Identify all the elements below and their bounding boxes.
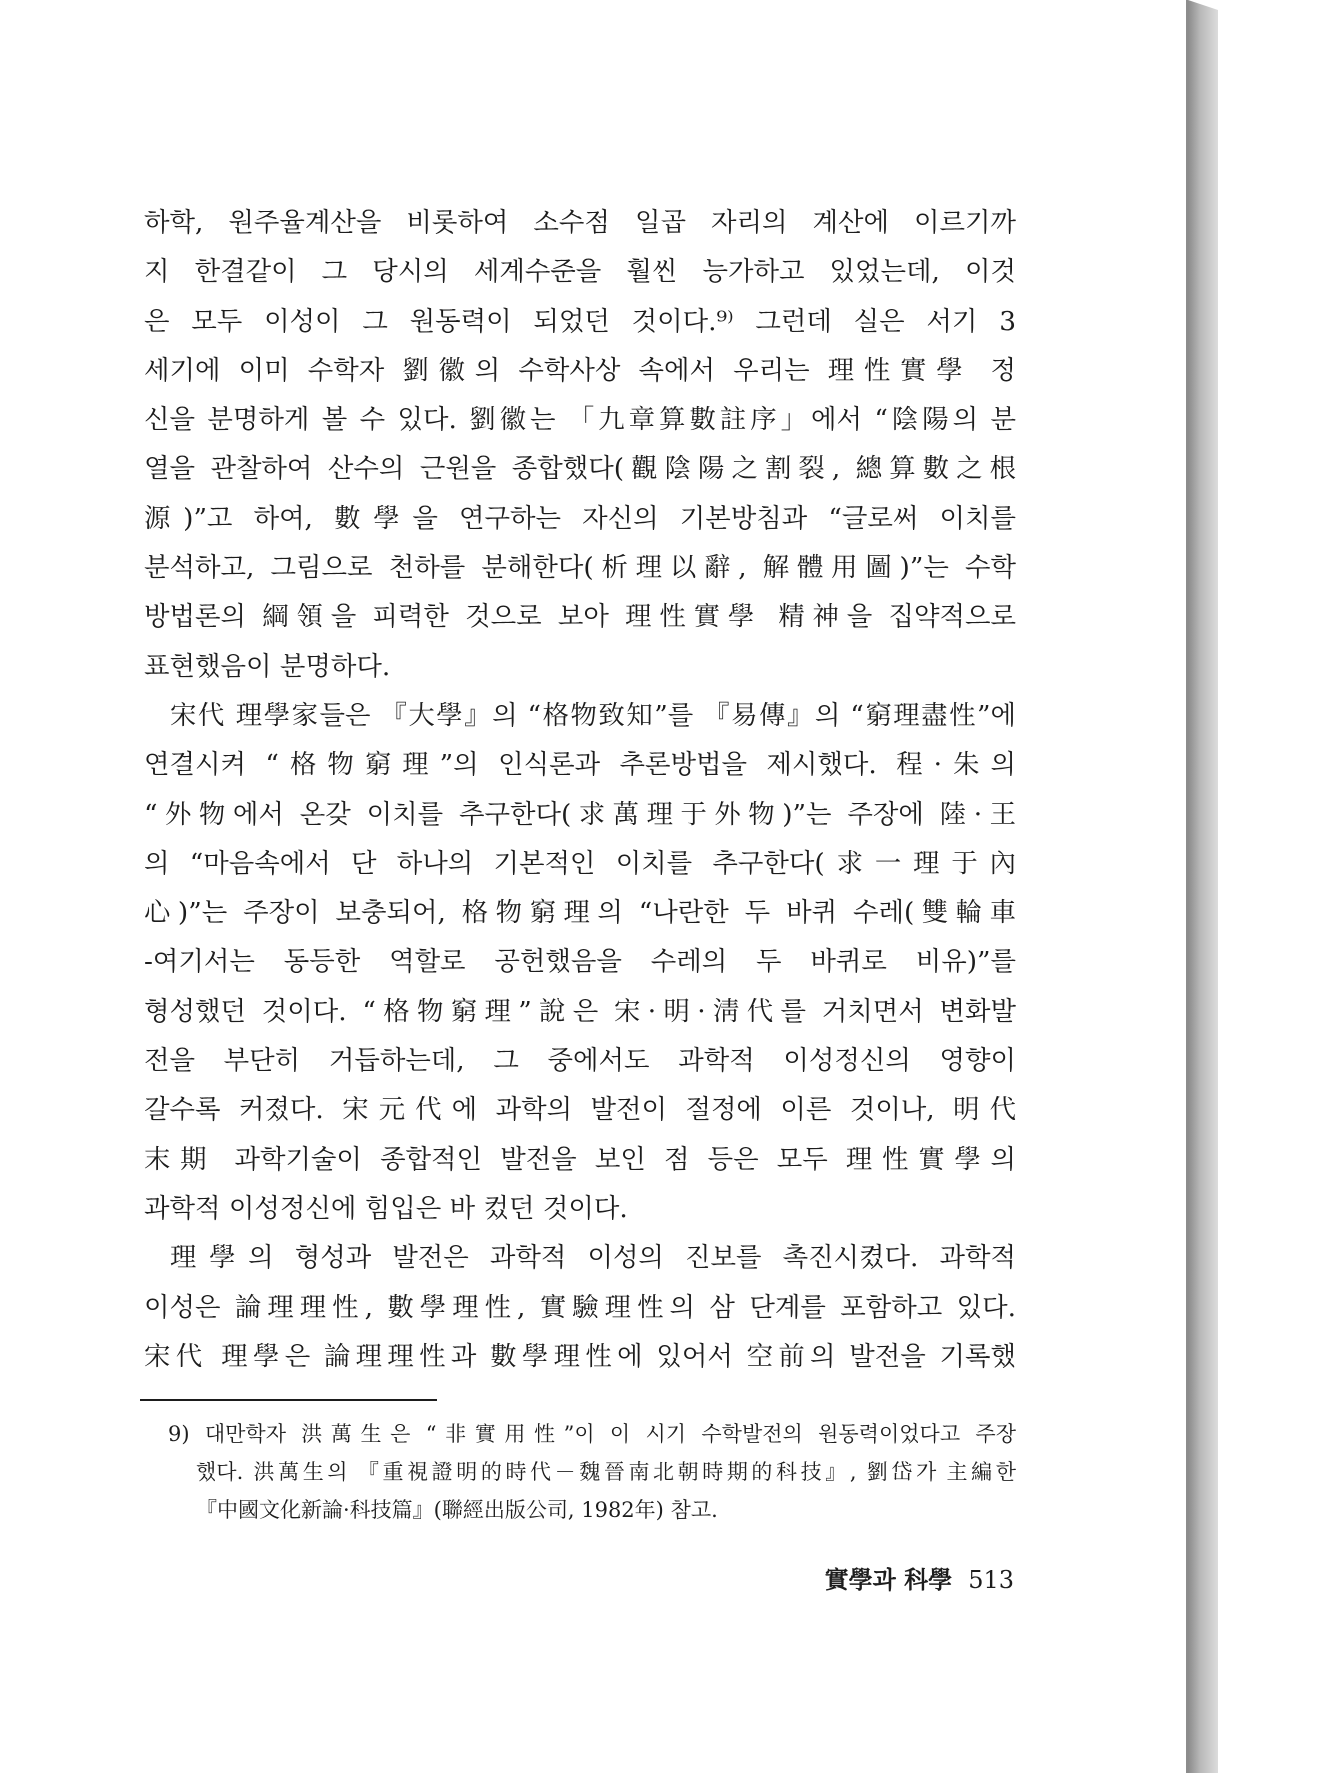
- page-edge-shadow: [1188, 0, 1218, 1773]
- page-number: 513: [968, 1566, 1014, 1594]
- text-line: 신을 분명하게 볼 수 있다. 劉徽는 「九章算數註序」에서 “陰陽의 분: [144, 404, 1016, 436]
- text-line: 하학, 원주율계산을 비롯하여 소수점 일곱 자리의 계산에 이르기까: [144, 207, 1016, 238]
- footnote-divider: [140, 1399, 437, 1401]
- footnote-line: 『中國文化新論·科技篇』(聯經出版公司, 1982年) 참고.: [196, 1498, 718, 1522]
- paragraph-2: [144, 691, 1016, 1233]
- text-line: 과학적 이성정신에 힘입은 바 컸던 것이다.: [144, 1192, 628, 1224]
- text-line: “外物에서 온갖 이치를 추구한다(求萬理于外物)”는 주장에 陸·王: [144, 798, 1016, 830]
- text-line: 연결시켜 “格物窮理”의 인식론과 추론방법을 제시했다. 程·朱의: [144, 749, 1016, 781]
- page-footer: [825, 1560, 1014, 1595]
- footnotes: [168, 1415, 1016, 1529]
- text-line: 末期 과학기술이 종합적인 발전을 보인 점 등은 모두 理性實學의: [144, 1143, 1016, 1175]
- text-line: -여기서는 동등한 역할로 공헌했음을 수레의 두 바퀴로 비유)”를: [144, 946, 1016, 978]
- text-line: 세기에 이미 수학자 劉徽의 수학사상 속에서 우리는 理性實學 정: [144, 354, 1016, 386]
- body-text: [144, 198, 1016, 1381]
- text-line: 心)”는 주장이 보충되어, 格物窮理의 “나란한 두 바퀴 수레(雙輪車: [144, 897, 1016, 929]
- footnote-line: 9) 대만학자 洪萬生은 “非實用性”이 이 시기 수학발전의 원동력이었다고 주장: [168, 1422, 1016, 1446]
- text-line: 源)”고 하여, 數學을 연구하는 자신의 기본방침과 “글로써 이치를: [144, 502, 1016, 534]
- text-line: 이성은 論理理性, 數學理性, 實驗理性의 삼 단계를 포함하고 있다.: [144, 1291, 1016, 1323]
- text-line: 理學의 형성과 발전은 과학적 이성의 진보를 촉진시켰다. 과학적: [170, 1242, 1016, 1274]
- text-line: 의 “마음속에서 단 하나의 기본적인 이치를 추구한다(求一理于內: [144, 847, 1016, 879]
- text-line: 열을 관찰하여 산수의 근원을 종합했다(觀陰陽之割裂, 總算數之根: [144, 453, 1016, 485]
- text-line: 宋代 理學은 論理理性과 數學理性에 있어서 空前의 발전을 기록했: [144, 1340, 1016, 1372]
- text-line: 은 모두 이성이 그 원동력이 되었던 것이다.⁹⁾ 그런데 실은 서기 3: [144, 305, 1016, 337]
- text-line: 전을 부단히 거듭하는데, 그 중에서도 과학적 이성정신의 영향이: [144, 1045, 1016, 1077]
- paragraph-1: [144, 198, 1016, 691]
- text-line: 표현했음이 분명하다.: [144, 650, 391, 682]
- running-head: 實學과 科學: [824, 1565, 953, 1594]
- paragraph-3: [144, 1233, 1016, 1381]
- text-line: 형성했던 것이다. “格物窮理”說은 宋·明·淸代를 거치면서 변화발: [144, 995, 1016, 1027]
- footnote-line: 했다. 洪萬生의 『重視證明的時代－魏晉南北朝時期的科技』, 劉岱가 主編한: [196, 1460, 1016, 1484]
- text-line: 방법론의 綱領을 피력한 것으로 보아 理性實學 精神을 집약적으로: [144, 601, 1016, 633]
- text-line: 지 한결같이 그 당시의 세계수준을 훨씬 능가하고 있었는데, 이것: [144, 256, 1016, 288]
- text-line: 분석하고, 그림으로 천하를 분해한다(析理以辭, 解體用圖)”는 수학: [144, 552, 1016, 584]
- text-line: 갈수록 커졌다. 宋元代에 과학의 발전이 절정에 이른 것이나, 明代: [144, 1094, 1016, 1126]
- text-line: 宋代 理學家들은 『大學』의 “格物致知”를 『易傳』의 “窮理盡性”에: [170, 699, 1016, 731]
